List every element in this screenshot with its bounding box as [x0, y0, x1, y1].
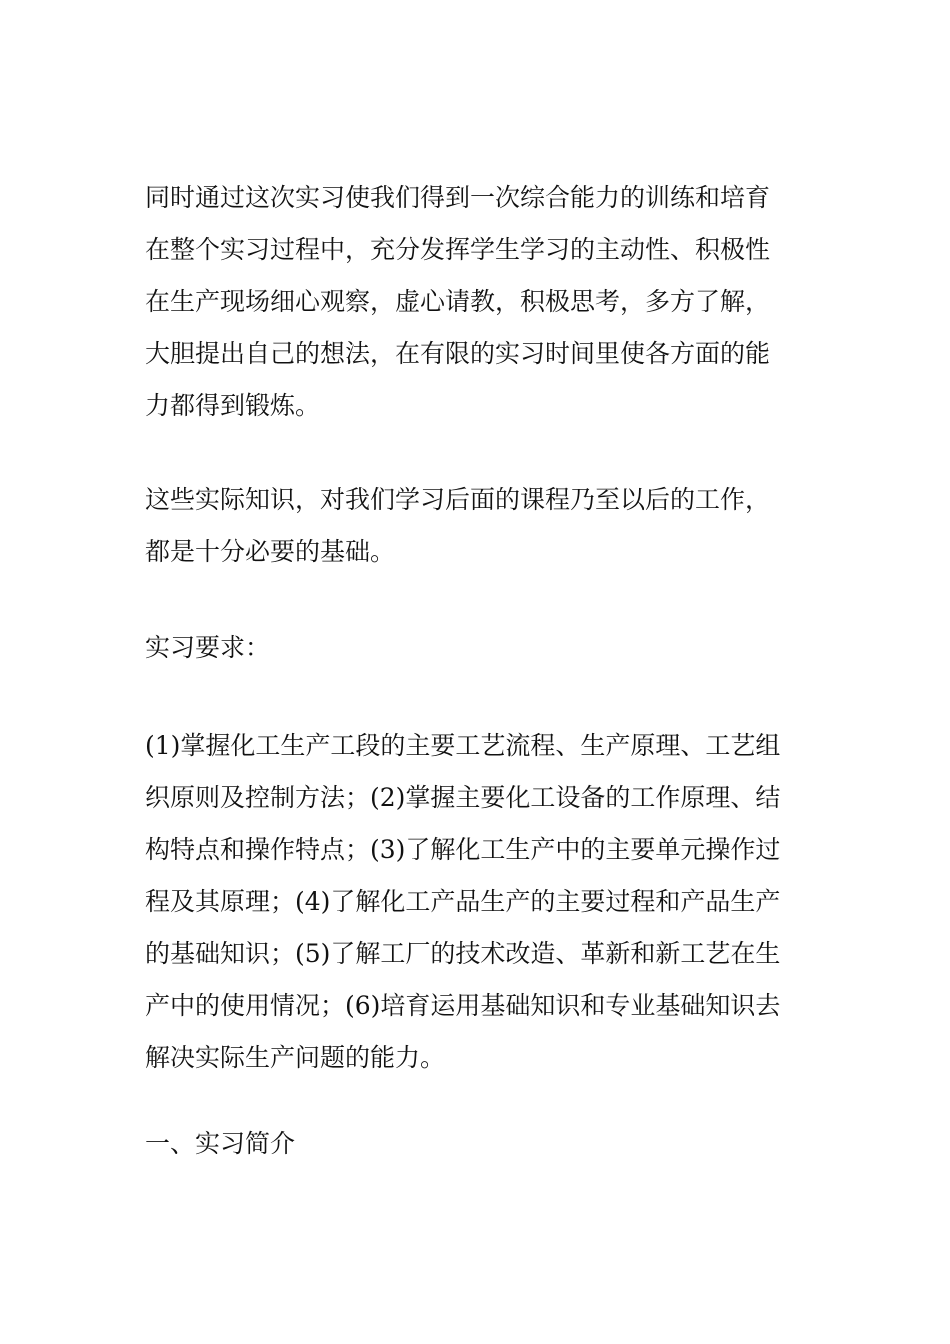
text-line: 的基础知识；(5)了解工厂的技术改造、革新和新工艺在生 [145, 939, 781, 968]
requirements-heading: 实习要求： [145, 633, 271, 662]
section-heading: 一、实习简介 [145, 1129, 296, 1158]
text-line: 在整个实习过程中，充分发挥学生学习的主动性、积极性 [145, 235, 771, 264]
text-line: 在生产现场细心观察，虚心请教，积极思考，多方了解， [145, 287, 771, 316]
text-line: 解决实际生产问题的能力。 [145, 1043, 446, 1072]
text-line: 这些实际知识，对我们学习后面的课程乃至以后的工作， [145, 485, 771, 514]
text-line: 程及其原理；(4)了解化工产品生产的主要过程和产品生产 [145, 887, 781, 916]
text-line: 产中的使用情况；(6)培育运用基础知识和专业基础知识去 [145, 991, 781, 1020]
text-line: (1)掌握化工生产工段的主要工艺流程、生产原理、工艺组 [145, 731, 781, 760]
paragraph-requirements-list [145, 720, 815, 1084]
text-line: 大胆提出自己的想法，在有限的实习时间里使各方面的能 [145, 339, 771, 368]
text-line: 织原则及控制方法；(2)掌握主要化工设备的工作原理、结 [145, 783, 781, 812]
requirements-heading-block [145, 622, 815, 674]
text-line: 构特点和操作特点；(3)了解化工生产中的主要单元操作过 [145, 835, 781, 864]
text-line: 同时通过这次实习使我们得到一次综合能力的训练和培育 [145, 183, 771, 212]
text-line: 力都得到锻炼。 [145, 391, 321, 420]
paragraph-training-purpose [145, 172, 815, 432]
text-line: 都是十分必要的基础。 [145, 537, 396, 566]
section-heading-block [145, 1118, 815, 1170]
paragraph-practical-knowledge [145, 474, 815, 578]
